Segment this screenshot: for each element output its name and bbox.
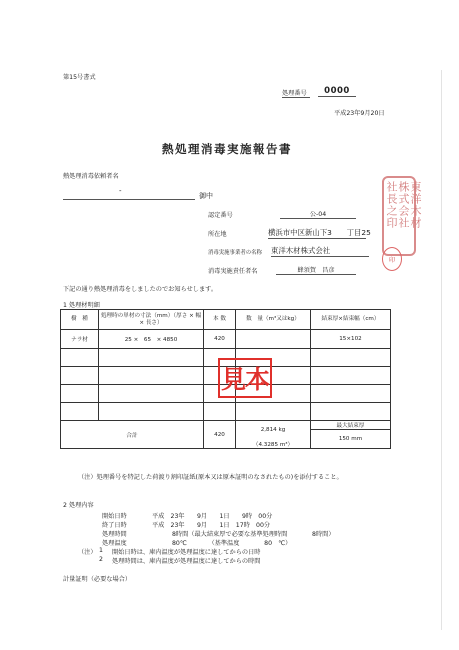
table-row-empty (61, 403, 391, 421)
schedule-label-end: 終了日時 (102, 522, 127, 529)
report-date: 平成23年9月20日 (334, 110, 385, 117)
cell-total-label: 合計 (61, 421, 204, 449)
form-number: 第15号書式 (63, 74, 96, 81)
cell-max-value: 150 mm (311, 430, 391, 449)
cell-total-volume: （4.3285 m³） (236, 440, 311, 449)
schedule-value-end: 平成 23年 9月 1日 17時 00分 (152, 522, 271, 529)
th-count: 本 数 (204, 310, 236, 330)
cell-total-count: 420 (204, 421, 236, 449)
note2-num-1: 1 (99, 547, 103, 554)
cell-dims: 25 × 65 × 4850 (99, 330, 204, 349)
client-label: 熱処理消毒依頼者名 (63, 173, 119, 180)
cell-bundle: 15×102 (311, 330, 391, 349)
sample-stamp (218, 358, 272, 398)
note2-text-1: 開始日時は、庫内温度が処理温度に達してからの日時 (112, 549, 261, 556)
cell-quantity (236, 330, 311, 349)
processing-no-value: 0000 (318, 86, 356, 97)
table-total-row-top (61, 421, 391, 430)
address-label: 所在地 (208, 231, 227, 238)
schedule-label-start: 開始日時 (102, 513, 127, 520)
sample-stamp-text: 見本 (220, 365, 269, 394)
registration-value: 公-04 (280, 209, 356, 219)
personal-seal-text: 印 (388, 256, 395, 264)
intro-text: 下記の通り熱処理消毒をしましたのでお知らせします。 (63, 286, 218, 293)
note2-text-2: 処理時間は、庫内温度が処理温度に達してからの時間 (112, 558, 261, 565)
company-value: 東洋木材株式会社 (271, 245, 369, 257)
schedule-label-duration: 処理時間 (102, 531, 127, 538)
footer-label: 計量証明（必要な場合） (63, 576, 132, 583)
schedule-value-start: 平成 23年 9月 1日 9時 00分 (152, 513, 273, 520)
section2-title: 2 処理内容 (63, 502, 94, 509)
client-name-line (63, 189, 195, 200)
seal-col-1: 東洋木材 (409, 181, 422, 229)
registration-label: 認定番号 (208, 212, 233, 219)
th-dims: 処理時の単材の寸法（mm）（厚さ × 幅 × 長さ） (99, 310, 204, 330)
page-title: 熱処理消毒実施報告書 (162, 142, 292, 156)
note2-num-2: 2 (99, 556, 103, 563)
client-suffix: 御中 (199, 192, 213, 200)
processing-no-label: 処理番号 (282, 88, 310, 98)
cell-total-weight: 2,814 kg (236, 421, 311, 440)
address-value: 横浜市中区新山下3 丁目25 (268, 228, 371, 237)
schedule-label-temp: 処理温度 (102, 540, 127, 547)
client-name: - (119, 187, 122, 195)
schedule-value-temp: 80℃ （基準温度 80 ℃） (172, 540, 292, 547)
company-seal (382, 176, 422, 256)
cell-species: ナラ材 (61, 330, 99, 349)
th-species: 樹 種 (61, 310, 99, 330)
table-note: （注）処理番号を特記した荷渡り割印証紙(原本又は原本証明のなされたもの)を添付すること。 (78, 474, 343, 481)
schedule-value-duration: 8時間（最大結束厚で必要な基準処理時間 8時間） (172, 531, 335, 538)
page-edge-line (441, 70, 442, 630)
section1-title: 1 処理材明細 (63, 302, 100, 309)
seal-col-3: 社長之印 (385, 181, 398, 229)
table-row (61, 330, 391, 349)
manager-label: 消毒実施責任者名 (208, 268, 258, 275)
seal-col-2: 株式会社 (397, 181, 410, 229)
manager-value: 蜂須賀 昌彦 (276, 265, 356, 275)
cell-max-label: 最大結束厚 (311, 421, 391, 430)
company-label: 消毒実施事業者の名称 (208, 250, 262, 256)
table-header-row (61, 310, 391, 330)
notes2-label: （注） (78, 549, 97, 556)
th-quantity: 数 量（m³又はkg） (236, 310, 311, 330)
th-bundle: 結束厚×結束幅（cm） (311, 310, 391, 330)
personal-seal (382, 247, 402, 271)
cell-count: 420 (204, 330, 236, 349)
